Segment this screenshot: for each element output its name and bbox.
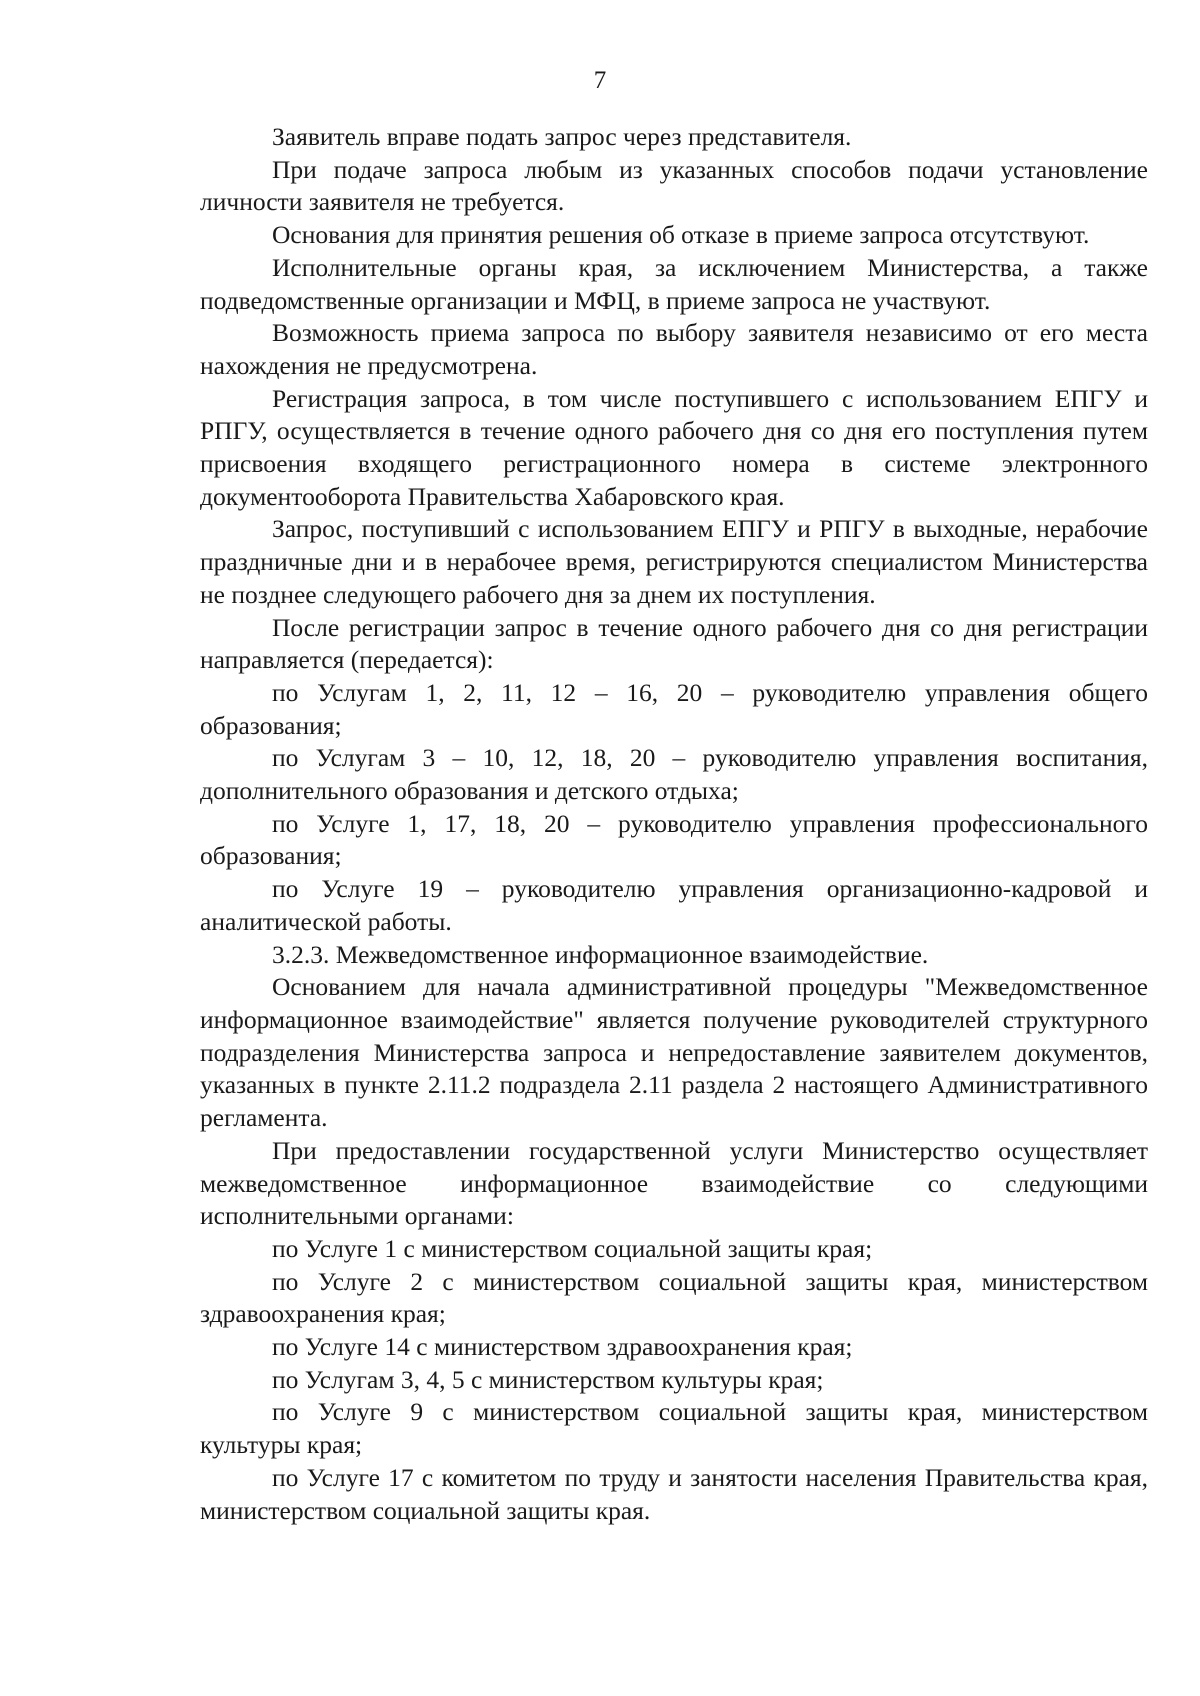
list-item: по Услугам 3 – 10, 12, 18, 20 – руководителю управления воспитания, дополнительного образования и детского отдыха; [200,743,1148,806]
list-item: по Услуге 14 с министерством здравоохранения края; [272,1332,853,1362]
list-item: по Услуге 1 с министерством социальной защиты края; [272,1233,873,1263]
list-item: по Услугам 1, 2, 11, 12 – 16, 20 – руководителю управления общего образования; [200,677,1148,740]
page-number: 7 [593,67,607,94]
paragraph: Регистрация запроса, в том числе поступившего с использованием ЕПГУ и РПГУ, осуществляется в течение одного рабочего дня со дня его поступления путем присвоения входящего регистрационного номера в системе электронного документооборота Правительства Хабаровского края. [200,383,1148,511]
list-item: по Услуге 19 – руководителю управления организационно-кадровой и аналитической работы. [200,874,1148,936]
paragraph: Возможность приема запроса по выбору заявителя независимо от его места нахождения не предусмотрена. [200,318,1148,380]
paragraph: Исполнительные органы края, за исключением Министерства, а также подведомственные организации и МФЦ, в приеме запроса не участвуют. [200,252,1148,315]
paragraph: Основанием для начала административной процедуры "Межведомственное информационное взаимодействие" является получение руководителей структурного подразделения Министерства запроса и непредоставление заявителем документов, указанных в пункте 2.11.2 подраздела 2.11 раздела 2 настоящего Административного регламента. [200,972,1148,1133]
paragraph: При подаче запроса любым из указанных способов подачи установление личности заявителя не требуется. [200,154,1148,217]
list-item: по Услугам 3, 4, 5 с министерством культуры края; [272,1364,824,1394]
paragraph: Заявитель вправе подать запрос через представителя. [272,122,852,151]
list-item: по Услуге 17 с комитетом по труду и занятости населения Правительства края, министерством социальной защиты края. [200,1462,1148,1525]
paragraph: После регистрации запрос в течение одного рабочего дня со дня регистрации направляется (передается): [200,612,1148,675]
list-item: по Услуге 9 с министерством социальной защиты края, министерством культуры края; [200,1397,1148,1460]
list-item: по Услуге 1, 17, 18, 20 – руководителю управления профессионального образования; [200,808,1148,871]
paragraph: При предоставлении государственной услуги Министерство осуществляет межведомственное информационное взаимодействие со следующими исполнительными органами: [200,1135,1148,1231]
paragraph: Запрос, поступивший с использованием ЕПГУ и РПГУ в выходные, нерабочие праздничные дни и в нерабочее время, регистрируются специалистом Министерства не позднее следующего рабочего дня за днем их поступления. [200,514,1148,609]
list-item: по Услуге 2 с министерством социальной защиты края, министерством здравоохранения края; [200,1266,1148,1329]
paragraph: Основания для принятия решения об отказе в приеме запроса отсутствуют. [272,220,1090,250]
section-heading: 3.2.3. Межведомственное информационное взаимодействие. [272,939,929,969]
document-body [200,121,1148,1527]
